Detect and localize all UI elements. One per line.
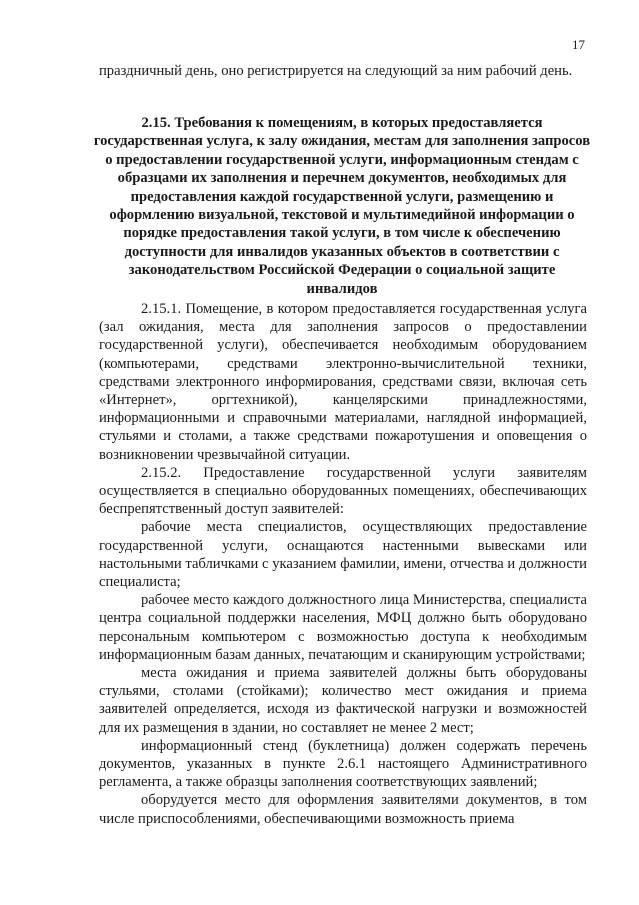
page-number: 17 [572, 37, 585, 52]
paragraph-2-15-2: 2.15.2. Предоставление государственной услуги заявителям осуществляется в специально оборудованных помещениях, обеспечивающих беспрепятственный доступ заявителей: [99, 464, 587, 518]
section-heading: 2.15. Требования к помещениям, в которых предоставляется государственная услуга, к залу ожидания, местам для заполнения запросов о предоставлении государственной услуги, информационным стендам с образцами их заполнения и перечнем документов, необходимых для предоставления каждой государственной услуги, размещению и оформлению визуальной, текстовой и мультимедийной информации о порядке предоставления такой услуги, в том числе к обеспечению доступности для инвалидов указанных объектов в соответствии с законодательством Российской Федерации о социальной защите инвалидов [93, 115, 591, 297]
paragraph-official-workplace: рабочее место каждого должностного лица Министерства, специалиста центра социальной поддержки населения, МФЦ должно быть оборудовано персональным компьютером с возможностью доступа к необходимым информационным базам данных, печатающим и сканирующим устройствами; [99, 592, 587, 663]
section-body [99, 300, 587, 828]
paragraph-document-place: оборудуется место для оформления заявителями документов, в том числе приспособлениями, обеспечивающими возможность приема [99, 792, 587, 827]
continuation-paragraph: праздничный день, оно регистрируется на следующий за ним рабочий день. [99, 63, 573, 79]
paragraph-2-15-1: 2.15.1. Помещение, в котором предоставляется государственная услуга (зал ожидания, места для заполнения запросов о предоставлении государственной услуги), обеспечивается необходимым оборудованием (компьютерами, средствами электронно-вычислительной техники, средствами электронного информирования, средствами связи, включая сеть «Интернет», оргтехникой), канцелярскими принадлежностями, информационными и справочными материалами, наглядной информацией, стульями и столами, а также средствами пожаротушения и оповещения о возникновении чрезвычайной ситуации. [99, 301, 587, 463]
paragraph-workplaces: рабочие места специалистов, осуществляющих предоставление государственной услуги, оснащаются настенными вывесками или настольными табличками с указанием фамилии, имени, отчества и должности специалиста; [99, 519, 587, 591]
paragraph-waiting-places: места ожидания и приема заявителей должны быть оборудованы стульями, столами (стойками); количество мест ожидания и приема заявителей определяется, исходя из фактической нагрузки и возможностей для их размещения в здании, но составляет не менее 2 мест; [99, 665, 587, 736]
paragraph-info-stand: информационный стенд (буклетница) должен содержать перечень документов, указанных в пункте 2.6.1 настоящего Административного регламента, а также образцы заполнения соответствующих заявлений; [99, 737, 587, 791]
